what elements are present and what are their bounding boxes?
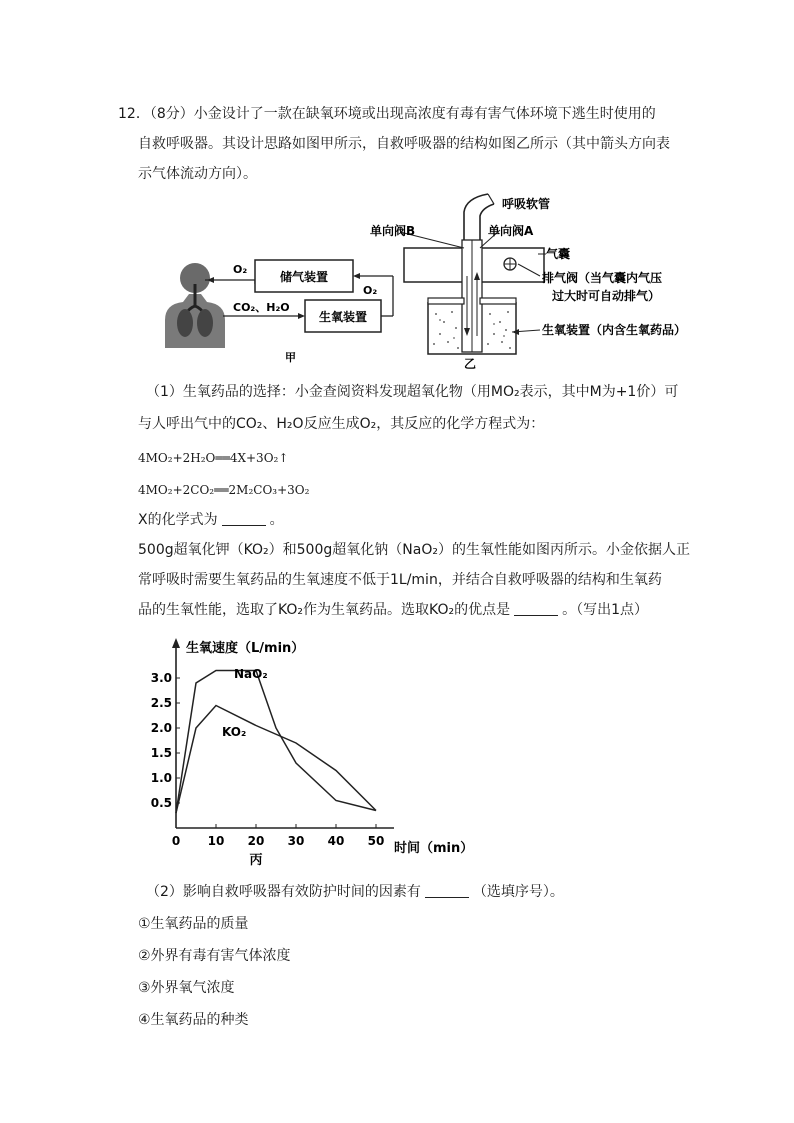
- chart-series: [176, 671, 376, 814]
- factors-prompt: （2）影响自救呼吸器有效防护时间的因素有: [146, 884, 421, 900]
- generator-label: 生氧装置: [318, 310, 368, 324]
- chart-axes: [172, 638, 394, 828]
- x-formula-prompt: X的化学式为: [138, 512, 218, 528]
- question-line-3: 示气体流动方向）。: [138, 166, 257, 182]
- y-tick-label: 1.0: [150, 771, 172, 785]
- x-tick-label: 0: [171, 834, 181, 848]
- answer-blank-2[interactable]: [514, 601, 558, 616]
- answer-blank-1[interactable]: [222, 511, 266, 526]
- factors-end: （选填序号）。: [472, 884, 564, 900]
- x-tick-label: 50: [367, 834, 385, 848]
- o2-right-label: O₂: [363, 284, 378, 297]
- exhaust-label-1: 排气阀（当气囊内气压: [542, 271, 663, 285]
- equation-2: 4MO₂+2CO₂══2M₂CO₃+3O₂: [138, 483, 310, 497]
- advantage-prompt: 品的生氧性能，选取了KO₂作为生氧药品。选取KO₂的优点是: [138, 602, 511, 618]
- chart-caption: 丙: [249, 853, 263, 868]
- y-tick-label: 2.5: [150, 696, 172, 710]
- valve-a-label: 单向阀A: [488, 224, 534, 238]
- part1-line-2: 与人呼出气中的CO₂、H₂O反应生成O₂，其反应的化学方程式为：: [138, 416, 545, 432]
- y-tick-label: 3.0: [150, 671, 172, 685]
- exhaust-label-2: 过大时可自动排气）: [552, 289, 661, 303]
- x-tick-label: 20: [247, 834, 265, 848]
- hose-label: 呼吸软管: [502, 197, 551, 211]
- valve-b-label: 单向阀B: [370, 224, 416, 238]
- chart-title: 生氧速度（L/min）: [186, 641, 305, 656]
- figure-yi: [370, 192, 710, 372]
- x-tick-label: 10: [207, 834, 225, 848]
- part1-line-5: 常呼吸时需要生氧药品的生氧速度不低于1L/min，并结合自救呼吸器的结构和生氧药: [138, 572, 662, 588]
- part1-line-4: 500g超氧化钾（KO₂）和500g超氧化钠（NaO₂）的生氧性能如图丙所示。小金依据人正: [138, 542, 690, 558]
- figure-bing-chart: [140, 630, 480, 870]
- part1-line-1: （1）生氧药品的选择：小金查阅资料发现超氧化物（用MO₂表示，其中M为+1价）可: [146, 384, 679, 400]
- option-3: ③外界氧气浓度: [138, 980, 235, 996]
- y-tick-label: 2.0: [150, 721, 172, 735]
- co2-h2o-label: CO₂、H₂O: [233, 301, 290, 314]
- y-tick-label: 0.5: [150, 796, 172, 810]
- advantage-end: 。（写出1点）: [562, 602, 649, 618]
- storage-label: 储气装置: [279, 270, 329, 284]
- airbag-label: 气囊: [546, 247, 571, 261]
- x-tick-label: 40: [327, 834, 345, 848]
- series-line-ko2: [176, 706, 376, 814]
- o2-left-label: O₂: [233, 263, 248, 276]
- y-tick-label: 1.5: [150, 746, 172, 760]
- option-2: ②外界有毒有害气体浓度: [138, 948, 291, 964]
- series-label: NaO₂: [234, 667, 268, 681]
- question-line-2: 自救呼吸器。其设计思路如图甲所示，自救呼吸器的结构如图乙所示（其中箭头方向表: [138, 136, 670, 152]
- person-icon: [165, 263, 225, 348]
- part2-line-1: [146, 882, 564, 902]
- x-formula-end: 。: [269, 512, 284, 528]
- figure-yi-caption: 乙: [464, 357, 477, 371]
- figure-jia-caption: 甲: [285, 351, 296, 364]
- generator-label: 生氧装置（内含生氧药品）: [542, 323, 687, 337]
- series-label: KO₂: [222, 725, 247, 739]
- chart-xlabel: 时间（min）: [394, 841, 474, 856]
- y-axis-arrow: [172, 638, 180, 648]
- answer-blank-3[interactable]: [425, 883, 469, 898]
- series-line-nao2: [176, 671, 376, 814]
- option-1: ①生氧药品的质量: [138, 916, 249, 932]
- question-line-1: 12．（8分）小金设计了一款在缺氧环境或出现高浓度有毒有害气体环境下逃生时使用的: [118, 106, 656, 122]
- figure-jia: [143, 198, 403, 368]
- option-4: ④生氧药品的种类: [138, 1012, 249, 1028]
- part1-line-3: [138, 510, 284, 530]
- equation-1: 4MO₂+2H₂O══4X+3O₂↑: [138, 451, 289, 465]
- x-tick-label: 30: [287, 834, 305, 848]
- part1-line-6: [138, 600, 648, 620]
